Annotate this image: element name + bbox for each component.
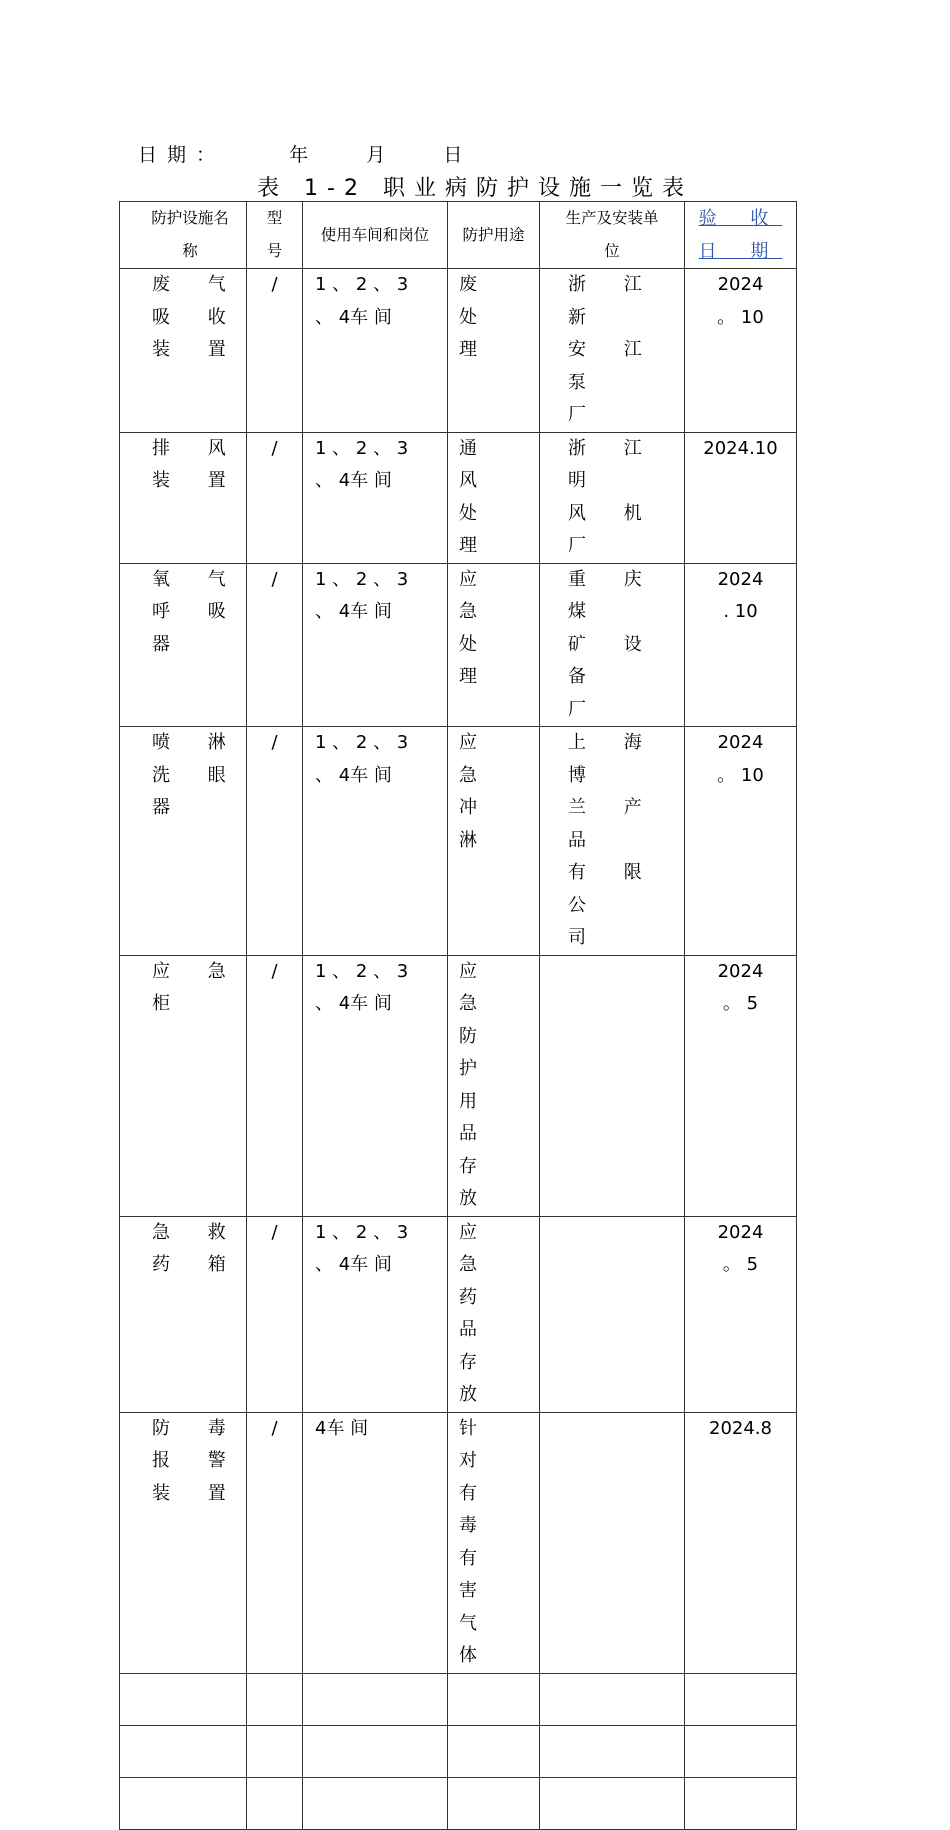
facility-type: / bbox=[247, 563, 303, 727]
blank-cell bbox=[247, 1673, 303, 1725]
facility-maker: 浙 江 新 安 江 泵 厂 bbox=[540, 269, 685, 433]
facility-type: / bbox=[247, 1216, 303, 1412]
table-row bbox=[120, 1412, 797, 1673]
facility-use: 废 处 理 bbox=[448, 269, 540, 433]
facility-maker: 重 庆 煤 矿 设 备 厂 bbox=[540, 563, 685, 727]
facility-maker: 上 海 博 兰 产 品 有 限 公 司 bbox=[540, 727, 685, 956]
header-workshop: 使用车间和岗位 bbox=[303, 202, 448, 269]
facility-type: / bbox=[247, 955, 303, 1216]
facility-name: 排 风 装 置 bbox=[120, 432, 247, 563]
blank-cell bbox=[303, 1725, 448, 1777]
facility-maker bbox=[540, 955, 685, 1216]
blank-cell bbox=[685, 1673, 797, 1725]
blank-row bbox=[120, 1725, 797, 1777]
header-row bbox=[120, 202, 797, 269]
facility-name: 氧 气 呼 吸 器 bbox=[120, 563, 247, 727]
facility-table bbox=[119, 201, 797, 1830]
facility-accept-date: 2024 。 10 bbox=[685, 727, 797, 956]
blank-cell bbox=[448, 1777, 540, 1829]
facility-use: 通 风 处 理 bbox=[448, 432, 540, 563]
facility-use: 应 急 冲 淋 bbox=[448, 727, 540, 956]
blank-cell bbox=[685, 1777, 797, 1829]
blank-cell bbox=[540, 1777, 685, 1829]
blank-cell bbox=[120, 1725, 247, 1777]
facility-type: / bbox=[247, 1412, 303, 1673]
facility-workshop: 1 、 2 、 3 、 4车 间 bbox=[303, 1216, 448, 1412]
blank-cell bbox=[247, 1725, 303, 1777]
facility-type: / bbox=[247, 432, 303, 563]
facility-name: 废 气 吸 收 装 置 bbox=[120, 269, 247, 433]
facility-maker bbox=[540, 1412, 685, 1673]
facility-workshop: 1 、 2 、 3 、 4车 间 bbox=[303, 563, 448, 727]
facility-use: 针 对 有 毒 有 害 气 体 bbox=[448, 1412, 540, 1673]
facility-accept-date: 2024 。 10 bbox=[685, 269, 797, 433]
facility-accept-date: 2024 。 5 bbox=[685, 1216, 797, 1412]
facility-accept-date: 2024.10 bbox=[685, 432, 797, 563]
blank-cell bbox=[247, 1777, 303, 1829]
facility-maker: 浙 江 明 风 机 厂 bbox=[540, 432, 685, 563]
facility-maker bbox=[540, 1216, 685, 1412]
table-row bbox=[120, 432, 797, 563]
blank-row bbox=[120, 1673, 797, 1725]
header-accept-date[interactable]: 验 收 日 期 bbox=[685, 202, 797, 269]
table-row bbox=[120, 563, 797, 727]
blank-cell bbox=[540, 1673, 685, 1725]
blank-cell bbox=[303, 1673, 448, 1725]
header-use: 防护用途 bbox=[448, 202, 540, 269]
facility-workshop: 4车 间 bbox=[303, 1412, 448, 1673]
header-name: 防护设施名 称 bbox=[120, 202, 247, 269]
table-row bbox=[120, 1216, 797, 1412]
blank-cell bbox=[685, 1725, 797, 1777]
table-row bbox=[120, 955, 797, 1216]
blank-row bbox=[120, 1777, 797, 1829]
facility-accept-date: 2024.8 bbox=[685, 1412, 797, 1673]
facility-name: 喷 淋 洗 眼 器 bbox=[120, 727, 247, 956]
blank-cell bbox=[448, 1725, 540, 1777]
facility-name: 防 毒 报 警 装 置 bbox=[120, 1412, 247, 1673]
facility-name: 急 救 药 箱 bbox=[120, 1216, 247, 1412]
header-maker: 生产及安装单 位 bbox=[540, 202, 685, 269]
facility-use: 应 急 药 品 存 放 bbox=[448, 1216, 540, 1412]
blank-cell bbox=[120, 1777, 247, 1829]
table-row bbox=[120, 269, 797, 433]
facility-use: 应 急 处 理 bbox=[448, 563, 540, 727]
facility-workshop: 1 、 2 、 3 、 4车 间 bbox=[303, 955, 448, 1216]
table-title: 表 1-2 职业病防护设施一览表 bbox=[257, 176, 693, 201]
facility-accept-date: 2024 . 10 bbox=[685, 563, 797, 727]
table-row bbox=[120, 727, 797, 956]
facility-type: / bbox=[247, 727, 303, 956]
blank-cell bbox=[448, 1673, 540, 1725]
facility-type: / bbox=[247, 269, 303, 433]
facility-workshop: 1 、 2 、 3 、 4车 间 bbox=[303, 432, 448, 563]
blank-cell bbox=[120, 1673, 247, 1725]
facility-workshop: 1 、 2 、 3 、 4车 间 bbox=[303, 727, 448, 956]
blank-cell bbox=[540, 1725, 685, 1777]
date-line: 日期： 年 月 日 bbox=[138, 144, 473, 166]
facility-use: 应 急 防 护 用 品 存 放 bbox=[448, 955, 540, 1216]
facility-workshop: 1 、 2 、 3 、 4车 间 bbox=[303, 269, 448, 433]
facility-accept-date: 2024 。 5 bbox=[685, 955, 797, 1216]
header-type: 型 号 bbox=[247, 202, 303, 269]
facility-name: 应 急 柜 bbox=[120, 955, 247, 1216]
blank-cell bbox=[303, 1777, 448, 1829]
